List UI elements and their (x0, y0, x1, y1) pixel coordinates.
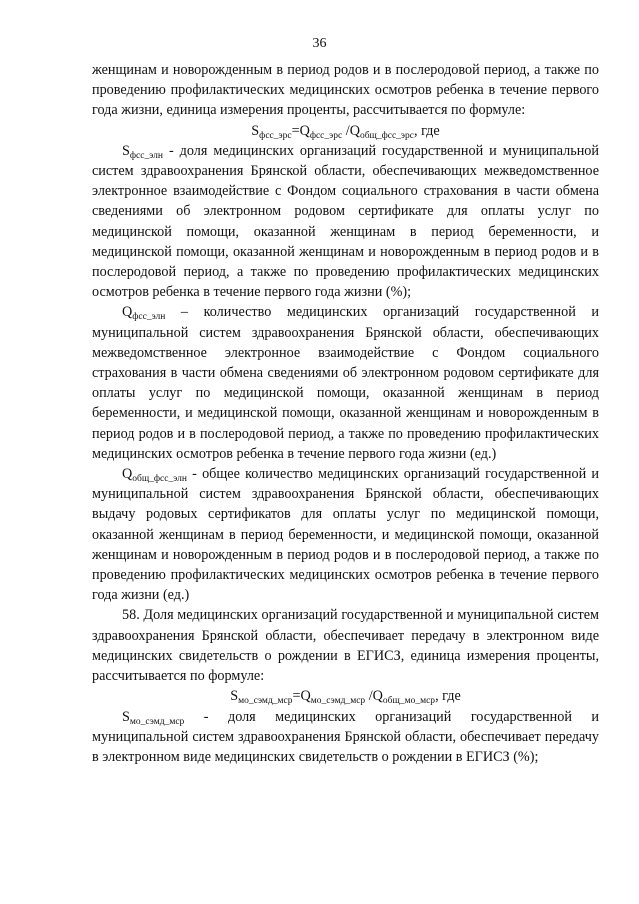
definition-2-sub: фсс_элн (132, 312, 166, 323)
definition-3-text: - общее количество медицинских организаций государственной и муниципальной систем здравоохранения Брянской области, обеспечивающих выдачу родовых сертификатов для оплаты услуг по медицинской помощи, оказанной женщинам в период беременности, и медицинской помощи, оказанной женщинам и новорожденным в период родов и в послеродовой период, а также по проведению профилактических медицинских осмотров ребенка в течение первого года жизни (ед.) (92, 466, 599, 604)
formula-1-symbol: S (251, 122, 260, 139)
document-body (92, 60, 599, 767)
formula-2-eq: =Q (292, 688, 311, 705)
page-number: 36 (312, 36, 327, 51)
formula-1-symbol-sub: фсс_эрс (259, 130, 292, 141)
paragraph-58: 58. Доля медицинских организаций государственной и муниципальной систем здравоохранения Брянской области, обеспечивает передачу в электронном виде медицинских свидетельств о рождении в ЕГИСЗ, единица измерения проценты, рассчитывается по формуле: (92, 607, 599, 685)
definition-4-text: - доля медицинских организаций государственной и муниципальной систем здравоохранения Брянской области, обеспечивает передачу в электронном виде медицинских свидетельств о рождении в ЕГИСЗ (%); (92, 708, 599, 765)
definition-3-sub: общ_фсс_элн (132, 474, 187, 485)
definition-1-symbol: S (122, 142, 130, 159)
formula-1-numerator-sub: фсс_эрс (309, 130, 343, 141)
definition-1-text: - доля медицинских организаций государственной и муниципальной систем здравоохранения Брянской области, обеспечивающих межведомственное электронное взаимодействие с Фондом социального страхования в части обмена сведениями об электронном родовом сертификате для оплаты услуг по медицинской помощи, оказанной женщинам в период беременности, и медицинской помощи, оказанной женщинам и новорожденным в период родов и в послеродовой период, а также по проведению профилактических медицинских осмотров ребенка в течение первого года жизни (%); (92, 142, 599, 301)
formula-1 (92, 121, 599, 141)
formula-2-symbol: S (230, 688, 239, 705)
definition-2-symbol: Q (122, 304, 133, 321)
formula-2-tail: , где (435, 688, 461, 705)
formula-2-numerator-sub: мо_сэмд_мср (310, 696, 366, 707)
formula-1-denominator-sub: общ_фсс_эрс (359, 130, 414, 141)
definition-3-symbol: Q (122, 466, 133, 483)
formula-2-symbol-sub: мо_сэмд_мср (238, 696, 293, 707)
formula-1-eq: =Q (291, 122, 310, 139)
definition-4-sub: мо_сэмд_мср (129, 716, 185, 727)
formula-2-denominator-sub: общ_мо_мср (382, 696, 436, 707)
formula-1-tail: , где (413, 122, 440, 139)
definition-3 (92, 464, 599, 605)
formula-1-div: /Q (342, 122, 360, 139)
definition-1-sub: фсс_элн (129, 150, 163, 161)
definition-1 (92, 141, 599, 303)
paragraph-continuation: женщинам и новорожденным в период родов и в послеродовой период, а также по проведению профилактических медицинских осмотров ребенка в течение первого года жизни, единица измерения проценты, рассчитывается по формуле: (92, 62, 599, 119)
definition-4-symbol: S (122, 708, 130, 725)
definition-4 (92, 707, 599, 768)
definition-2-text: – количество медицинских организаций государственной и муниципальной систем здравоохранения Брянской области, обеспечивающих межведомственное электронное взаимодействие с Фондом социального страхования в части обмена сведениями об электронном родовом сертификате для оплаты услуг по медицинской помощи, оказанной женщинам в период беременности, и медицинской помощи, оказанной женщинам и новорожденным в период родов и в послеродовой период, а также по проведению профилактических медицинских осмотров ребенка в течение первого года жизни (ед.) (92, 304, 599, 462)
definition-2 (92, 302, 599, 464)
formula-2-div: /Q (365, 688, 383, 705)
formula-2 (92, 686, 599, 706)
